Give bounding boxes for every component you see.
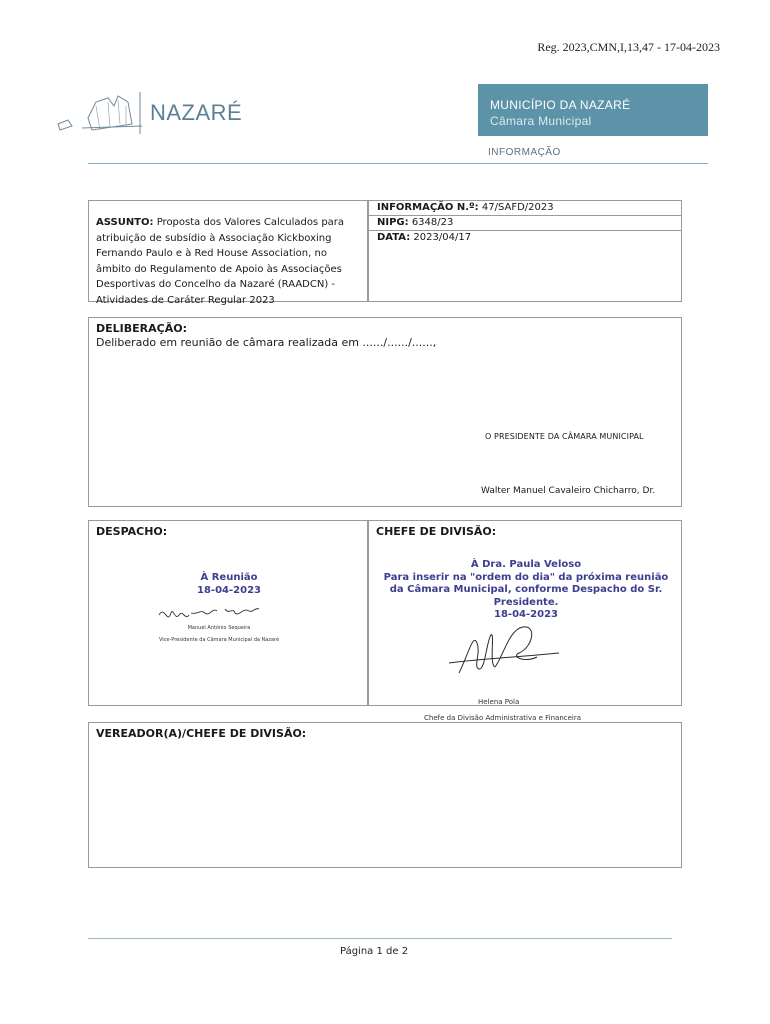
assunto-box <box>88 200 368 306</box>
assunto-line: Proposta dos Valores Calculados para <box>153 217 345 228</box>
info-nipg-row <box>369 216 681 231</box>
nazare-logo-icon <box>52 88 152 144</box>
despacho-label: DESPACHO: <box>96 525 168 538</box>
page-number: Página 1 de 2 <box>340 946 409 957</box>
chefe-signature <box>449 613 569 683</box>
deliberacao-text: Deliberado em reunião de câmara realizada em ....../....../......, <box>96 336 437 349</box>
chefe-stamp-date: 18-04-2023 <box>494 609 558 620</box>
document-type: INFORMAÇÃO <box>488 147 561 158</box>
chefe-box <box>368 520 682 706</box>
chefe-signer-name: Helena Pola <box>478 698 520 706</box>
info-date-row <box>369 231 681 246</box>
despacho-stamp <box>89 571 369 597</box>
info-box <box>368 200 682 302</box>
municipality-subtitle: Câmara Municipal <box>490 114 592 128</box>
info-date-value: 2023/04/17 <box>410 232 472 243</box>
chefe-stamp-line: À Dra. Paula Veloso <box>470 559 582 570</box>
vereador-label: VEREADOR(A)/CHEFE DE DIVISÃO: <box>96 727 307 740</box>
despacho-signer-role: Vice-Presidente da Câmara Municipal da Nazaré <box>158 637 280 643</box>
assunto-line: âmbito do Regulamento de Apoio às Associações <box>96 263 342 275</box>
info-nipg-label: NIPG: <box>377 217 409 228</box>
info-number-row <box>369 201 681 216</box>
info-number-label: INFORMAÇÃO N.º: <box>377 202 479 213</box>
chefe-stamp-line: da Câmara Municipal, conforme Despacho do Sr. <box>389 584 663 595</box>
despacho-signer-name: Manuel António Sequeira <box>187 625 251 631</box>
info-date-label: DATA: <box>377 232 411 243</box>
footer-divider <box>88 938 672 939</box>
despacho-stamp-line: À Reunião <box>200 572 258 583</box>
assunto-text <box>96 215 364 308</box>
vereador-box <box>88 722 682 868</box>
chefe-label: CHEFE DE DIVISÃO: <box>376 525 497 538</box>
president-title: O PRESIDENTE DA CÂMARA MUNICIPAL <box>485 432 644 441</box>
deliberacao-label: DELIBERAÇÃO: <box>96 322 187 335</box>
assunto-line: Atividades de Caráter Regular 2023 <box>96 294 275 306</box>
chefe-stamp-line: Para inserir na "ordem do dia" da próxima reunião <box>383 571 669 583</box>
registration-number: Reg. 2023,CMN,I,13,47 - 17-04-2023 <box>537 40 720 54</box>
info-number-value: 47/SAFD/2023 <box>478 202 554 213</box>
assunto-line: atribuição de subsídio à Associação Kickboxing <box>96 232 332 244</box>
assunto-label: ASSUNTO: <box>96 217 154 228</box>
logo-text: NAZARÉ <box>150 100 243 125</box>
despacho-stamp-date: 18-04-2023 <box>197 585 261 596</box>
chefe-signer-role: Chefe da Divisão Administrativa e Financeira <box>424 714 582 722</box>
president-name: Walter Manuel Cavaleiro Chicharro, Dr. <box>481 486 656 496</box>
despacho-box <box>88 520 368 706</box>
assunto-line: Fernando Paulo e à Red House Association, no <box>96 248 327 259</box>
chefe-stamp-line: Presidente. <box>493 596 559 608</box>
municipality-title: MUNICÍPIO DA NAZARÉ <box>490 98 631 112</box>
info-nipg-value: 6348/23 <box>408 217 454 228</box>
despacho-signature <box>155 601 275 625</box>
assunto-line: Desportivas do Concelho da Nazaré (RAADCN) - <box>96 279 336 290</box>
header-divider <box>88 163 708 164</box>
deliberacao-box <box>88 317 682 507</box>
